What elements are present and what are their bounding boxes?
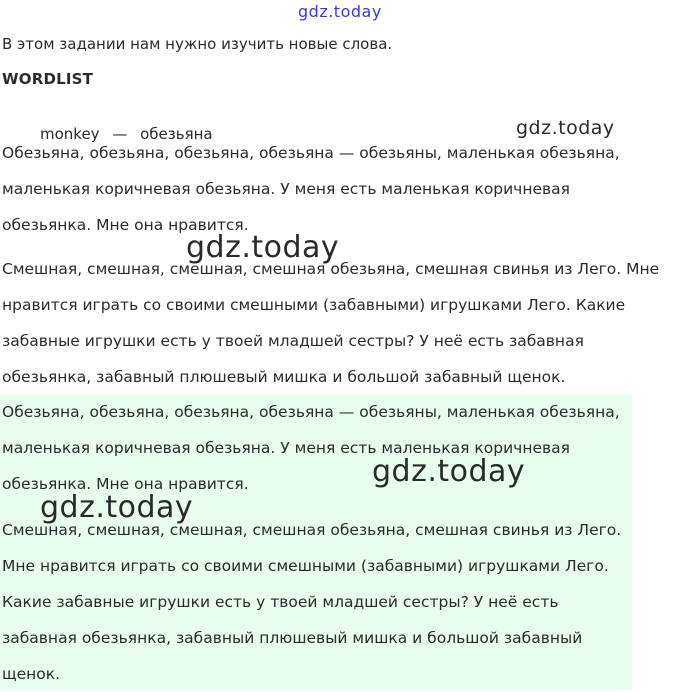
wordlist-item: [40, 125, 213, 143]
answer-paragraph-1: Обезьяна, обезьяна, обезьяна, обезьяна — обезьяны, маленькая обезьяна, маленькая коричневая обезьяна. У меня есть маленькая коричневая обезьянка. Мне она нравится.: [2, 403, 620, 493]
answer-paragraph-2: Смешная, смешная, смешная, смешная обезьяна, смешная свинья из Лего. Мне нравится играть со своими смешными (забавными) игрушками Лего. Какие забавные игрушки есть у твоей младшей сестры? У неё есть забавная обезьянка, забавный плюшевый мишка и большой забавный щенок.: [2, 521, 622, 683]
wordlist-translation: обезьяна: [140, 125, 213, 143]
watermark: gdz.today: [40, 490, 194, 525]
translation-paragraph-2: Смешная, смешная, смешная, смешная обезьяна, смешная свинья из Лего. Мне нравится играть со своими смешными (забавными) игрушками Лего. Какие забавные игрушки есть у твоей младшей сестры? У неё есть забавная обезьянка, забавный плюшевый мишка и большой забавный щенок.: [2, 260, 660, 386]
watermark: gdz.today: [186, 230, 340, 265]
watermark: gdz.today: [372, 454, 526, 489]
translation-paragraph-1: Обезьяна, обезьяна, обезьяна, обезьяна — обезьяны, маленькая обезьяна, маленькая коричневая обезьяна. У меня есть маленькая коричневая обезьянка. Мне она нравится.: [2, 144, 620, 234]
intro-text: В этом задании нам нужно изучить новые слова.: [2, 35, 393, 53]
watermark-top: gdz.today: [298, 2, 382, 21]
watermark: gdz.today: [516, 117, 615, 139]
wordlist-word: monkey: [40, 125, 100, 143]
wordlist-heading: WORDLIST: [2, 70, 94, 88]
wordlist-separator: —: [112, 125, 128, 143]
